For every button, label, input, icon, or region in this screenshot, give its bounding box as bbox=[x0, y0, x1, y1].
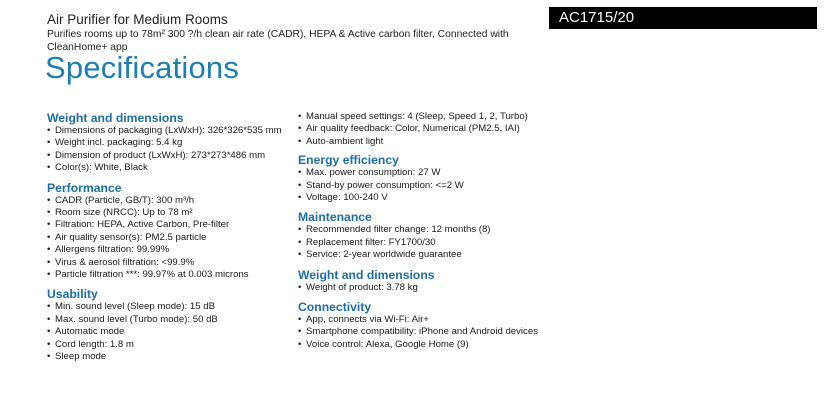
list-item: • Allergens filtration: 99.99% bbox=[47, 244, 287, 256]
section-heading: Energy efficiency bbox=[298, 153, 399, 168]
section-maintenance bbox=[298, 210, 548, 261]
section-usability bbox=[47, 287, 287, 363]
list-item: • Weight incl. packaging: 5.4 kg bbox=[47, 137, 287, 149]
list-item: • Manual speed settings: 4 (Sleep, Speed 1, 2, Turbo) bbox=[298, 111, 548, 123]
list-item: • Dimension of product (LxWxH): 273*273*486 mm bbox=[47, 150, 287, 162]
list-item: • Virus & aerosol filtration: <99.9% bbox=[47, 257, 287, 269]
section-usability-continued bbox=[298, 111, 548, 148]
list-item: • Recommended filter change: 12 months (8) bbox=[298, 224, 548, 236]
list-item: • Voltage: 100-240 V bbox=[298, 192, 548, 204]
list-item: • Voice control: Alexa, Google Home (9) bbox=[298, 339, 548, 351]
list-item: • Filtration: HEPA, Active Carbon, Pre-filter bbox=[47, 219, 287, 231]
list-item: • Air quality feedback: Color, Numerical (PM2.5, IAI) bbox=[298, 123, 548, 135]
product-title: Air Purifier for Medium Rooms bbox=[47, 12, 228, 27]
list-item: • App, connects via Wi-Fi: Air+ bbox=[298, 314, 548, 326]
list-item: • Max. power consumption: 27 W bbox=[298, 167, 548, 179]
list-item: • Particle filtration ***: 99.97% at 0.003 microns bbox=[47, 269, 287, 281]
spec-list bbox=[47, 301, 287, 363]
section-connectivity bbox=[298, 300, 548, 351]
list-item: • Sleep mode bbox=[47, 351, 287, 363]
section-weight-dimensions bbox=[47, 111, 287, 175]
spec-list bbox=[298, 224, 548, 261]
section-heading: Connectivity bbox=[298, 300, 372, 315]
section-heading: Maintenance bbox=[298, 210, 372, 225]
spec-list bbox=[47, 125, 287, 175]
product-subtitle: Purifies rooms up to 78m² 300 ?/h clean air rate (CADR), HEPA & Active carbon filter, Connected with CleanHome+ app bbox=[47, 29, 509, 53]
spec-list bbox=[298, 111, 548, 148]
list-item: • Color(s): White, Black bbox=[47, 162, 287, 174]
list-item: • Stand-by power consumption: <=2 W bbox=[298, 180, 548, 192]
list-item: • Air quality sensor(s): PM2.5 particle bbox=[47, 232, 287, 244]
spec-list bbox=[298, 167, 548, 204]
list-item: • Weight of product: 3.78 kg bbox=[298, 282, 548, 294]
list-item: • Cord length: 1.8 m bbox=[47, 339, 287, 351]
section-heading: Weight and dimensions bbox=[47, 111, 184, 125]
section-heading: Performance bbox=[47, 180, 122, 195]
spec-list bbox=[298, 282, 548, 294]
list-item: • Automatic mode bbox=[47, 326, 287, 338]
list-item: • CADR (Particle, GB/T): 300 m³/h bbox=[47, 195, 287, 207]
page-title: Specifications bbox=[45, 50, 240, 85]
section-energy-efficiency bbox=[298, 153, 548, 204]
list-item: • Min. sound level (Sleep mode): 15 dB bbox=[47, 301, 287, 313]
list-item: • Room size (NRCC): Up to 78 m² bbox=[47, 207, 287, 219]
list-item: • Dimensions of packaging (LxWxH): 326*326*535 mm bbox=[47, 125, 287, 137]
section-weight-dimensions-2 bbox=[298, 268, 548, 294]
model-number-badge: AC1715/20 bbox=[549, 7, 817, 29]
spec-list bbox=[47, 195, 287, 282]
list-item: • Service: 2-year worldwide guarantee bbox=[298, 249, 548, 261]
section-performance bbox=[47, 181, 287, 282]
section-heading: Weight and dimensions bbox=[298, 267, 435, 282]
list-item: • Smartphone compatibility: iPhone and Android devices bbox=[298, 326, 548, 338]
section-heading: Usability bbox=[47, 287, 98, 302]
spec-list bbox=[298, 314, 548, 351]
list-item: • Auto-ambient light bbox=[298, 136, 548, 148]
list-item: • Replacement filter: FY1700/30 bbox=[298, 237, 548, 249]
left-column bbox=[47, 111, 287, 364]
right-column bbox=[298, 111, 548, 351]
list-item: • Max. sound level (Turbo mode): 50 dB bbox=[47, 314, 287, 326]
